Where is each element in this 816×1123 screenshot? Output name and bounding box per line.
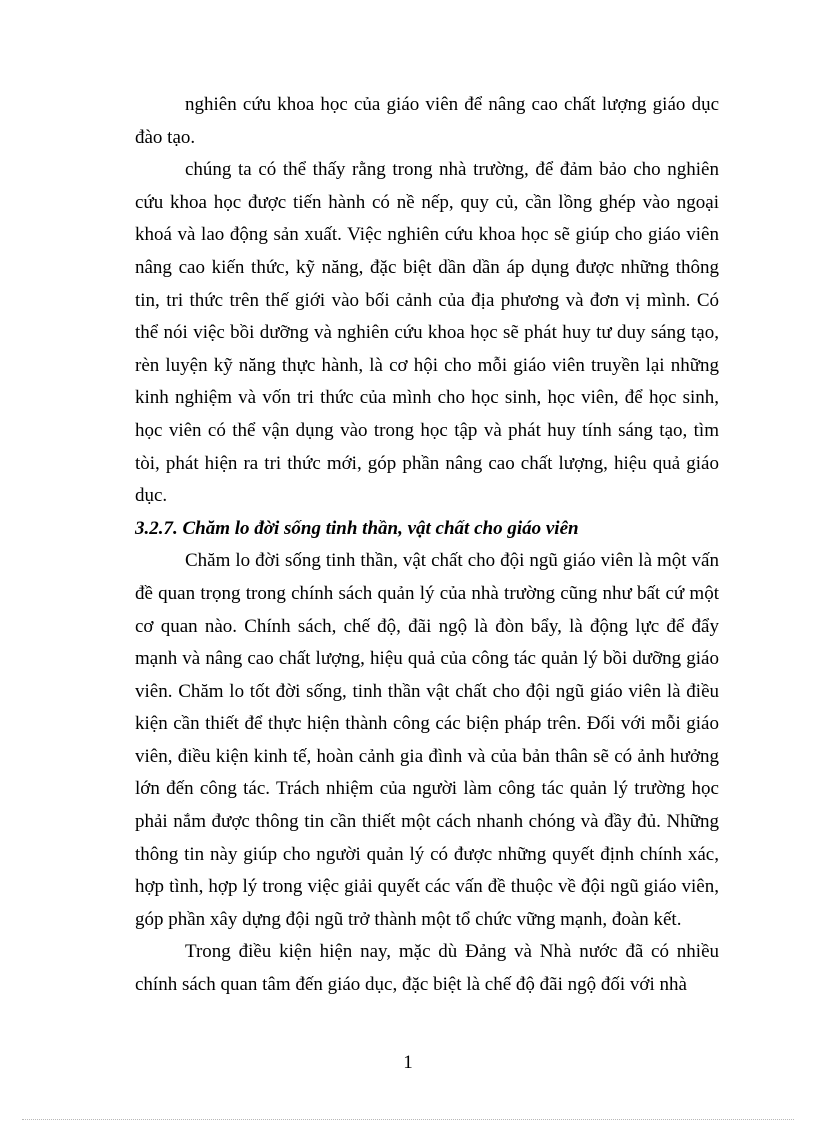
paragraph-teacher-welfare: Chăm lo đời sống tinh thần, vật chất cho đội ngũ giáo viên là một vấn đề quan trọng trong chính sách quản lý của nhà trường cũng như bất cứ một cơ quan nào. Chính sách, chế độ, đãi ngộ là đòn bẩy, là động lực để đẩy mạnh và nâng cao chất lượng, hiệu quả của công tác quản lý bồi dưỡng giáo viên. Chăm lo tốt đời sống, tinh thần vật chất cho đội ngũ giáo viên là điều kiện cần thiết để thực hiện thành công các biện pháp trên. Đối với mỗi giáo viên, điều kiện kinh tế, hoàn cảnh gia đình và của bản thân sẽ có ảnh hưởng lớn đến công tác. Trách nhiệm của người làm công tác quản lý trường học phải nắm được thông tin cần thiết một cách nhanh chóng và đầy đủ. Những thông tin này giúp cho người quản lý có được những quyết định chính xác, hợp tình, hợp lý trong việc giải quyết các vấn đề thuộc về đội ngũ giáo viên, góp phần xây dựng đội ngũ trở thành một tổ chức vững mạnh, đoàn kết. xyxy=(135,550,719,930)
paragraph-research: chúng ta có thể thấy rằng trong nhà trường, để đảm bảo cho nghiên cứu khoa học được tiến hành có nề nếp, quy củ, cần lồng ghép vào ngoại khoá và lao động sản xuất. Việc nghiên cứu khoa học sẽ giúp cho giáo viên nâng cao kiến thức, kỹ năng, đặc biệt dần dần áp dụng được những thông tin, tri thức trên thế giới vào bối cảnh của địa phương và đơn vị mình. Có thể nói việc bồi dưỡng và nghiên cứu khoa học sẽ phát huy tư duy sáng tạo, rèn luyện kỹ năng thực hành, là cơ hội cho mỗi giáo viên truyền lại những kinh nghiệm và vốn tri thức của mình cho học sinh, học viên, để học sinh, học viên có thể vận dụng vào trong học tập và phát huy tính sáng tạo, tìm tòi, phát hiện ra tri thức mới, góp phần nâng cao chất lượng, hiệu quả giáo dục. xyxy=(135,159,719,507)
body-text xyxy=(135,89,719,1002)
page-number: 1 xyxy=(403,1052,413,1073)
page-bottom-divider xyxy=(22,1119,794,1120)
paragraph-current-conditions: Trong điều kiện hiện nay, mặc dù Đảng và Nhà nước đã có nhiều chính sách quan tâm đến giáo dục, đặc biệt là chế độ đãi ngộ đối với nhà xyxy=(135,941,719,996)
section-heading: 3.2.7. Chăm lo đời sống tinh thần, vật chất cho giáo viên xyxy=(135,517,579,539)
paragraph-continuation: nghiên cứu khoa học của giáo viên để nâng cao chất lượng giáo dục đào tạo. xyxy=(135,94,719,148)
